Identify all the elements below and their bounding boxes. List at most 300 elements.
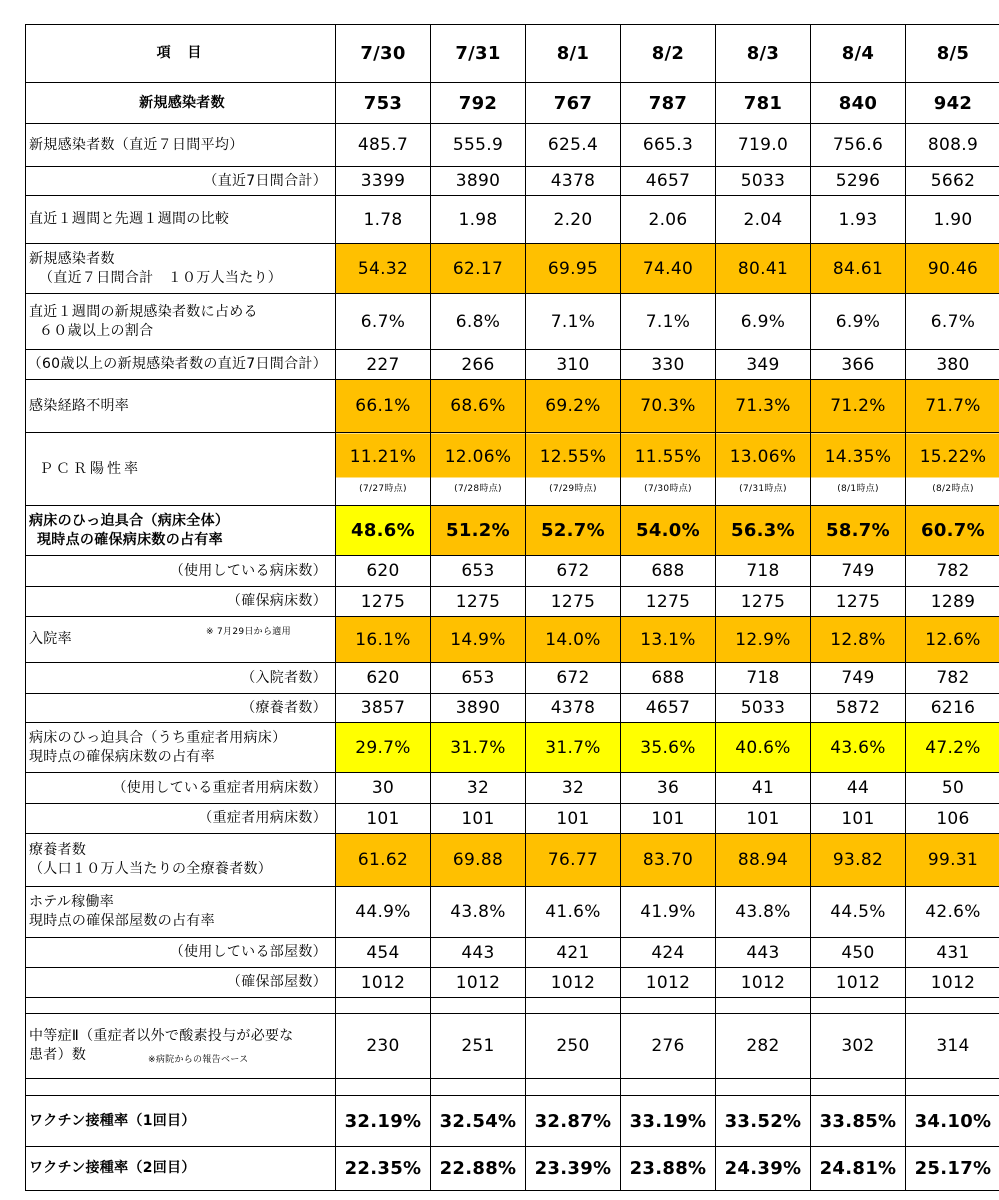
value-cell: 1012 — [526, 968, 621, 998]
pcr-asof: (8/2時点) — [932, 483, 974, 494]
value-cell: 366 — [811, 350, 906, 380]
value-cell: 71.2% — [811, 380, 906, 433]
value-cell: 31.7% — [526, 723, 621, 773]
value-cell: 6.8% — [431, 294, 526, 350]
date-header: 8/5 — [906, 25, 999, 83]
date-header: 7/31 — [431, 25, 526, 83]
row-label-text: 入院率 — [29, 631, 72, 647]
row-label-over60 — [26, 294, 336, 350]
table-row — [26, 294, 999, 350]
value-cell: 349 — [716, 350, 811, 380]
table-row — [26, 804, 999, 834]
date-header: 8/4 — [811, 25, 906, 83]
value-cell: 32 — [431, 773, 526, 804]
row-label-text: （確保病床数） — [226, 593, 327, 609]
value-cell: 1.98 — [431, 196, 526, 244]
value-cell: 14.0% — [526, 617, 621, 663]
value-cell: 33.19% — [621, 1096, 716, 1147]
value-cell: 227 — [336, 350, 431, 380]
spacer-cell — [336, 998, 431, 1014]
value-cell: 12.9% — [716, 617, 811, 663]
value-cell: 44 — [811, 773, 906, 804]
value-cell: 767 — [526, 83, 621, 124]
value-cell: 32.87% — [526, 1096, 621, 1147]
row-label-text: 直近１週間と先週１週間の比較 — [29, 211, 230, 227]
item-header: 項 目 — [26, 25, 336, 83]
pcr-value: 12.55% — [539, 446, 607, 467]
value-cell: 6.7% — [336, 294, 431, 350]
value-cell: 787 — [621, 83, 716, 124]
table-row — [26, 350, 999, 380]
value-cell: 47.2% — [906, 723, 999, 773]
value-cell: 380 — [906, 350, 999, 380]
value-cell: 71.3% — [716, 380, 811, 433]
value-cell: 653 — [431, 663, 526, 694]
value-cell: 1.78 — [336, 196, 431, 244]
value-cell: 30 — [336, 773, 431, 804]
value-cell: 782 — [906, 556, 999, 587]
value-cell: 6216 — [906, 694, 999, 723]
date-header: 8/2 — [621, 25, 716, 83]
pcr-asof: (7/28時点) — [454, 483, 502, 494]
row-label-unknown_route — [26, 380, 336, 433]
pcr-asof: (7/31時点) — [739, 483, 787, 494]
value-cell: 4657 — [621, 167, 716, 196]
value-cell: 13.1% — [621, 617, 716, 663]
value-cell: 1012 — [906, 968, 999, 998]
table-row — [26, 694, 999, 723]
value-cell: 5033 — [716, 167, 811, 196]
value-cell: 719.0 — [716, 124, 811, 167]
value-cell: 88.94 — [716, 834, 811, 887]
value-cell: 1012 — [621, 968, 716, 998]
spacer-row — [26, 998, 999, 1014]
value-cell: 688 — [621, 556, 716, 587]
table-row — [26, 380, 999, 433]
table-row — [26, 723, 999, 773]
value-cell: 443 — [716, 938, 811, 968]
value-cell: 101 — [336, 804, 431, 834]
row-label-severe_beds — [26, 804, 336, 834]
row-label-line1: 病床のひっ迫具合（うち重症者用病床） — [29, 729, 287, 746]
table-row — [26, 887, 999, 938]
value-cell: 302 — [811, 1014, 906, 1079]
value-cell: 84.61 — [811, 244, 906, 294]
value-cell: 16.1% — [336, 617, 431, 663]
row-label-over60sum — [26, 350, 336, 380]
table-row — [26, 1096, 999, 1147]
row-label-line1: 直近１週間の新規感染者数に占める — [29, 303, 258, 320]
value-cell: 32.54% — [431, 1096, 526, 1147]
table-row — [26, 938, 999, 968]
value-cell: 48.6% — [336, 506, 431, 556]
value-cell: 718 — [716, 556, 811, 587]
row-label-line2: 現時点の確保病床数の占有率 — [37, 531, 223, 548]
value-cell: 3857 — [336, 694, 431, 723]
value-cell: 7.1% — [526, 294, 621, 350]
row-label-hosp_rate — [26, 617, 336, 663]
value-cell: 942 — [906, 83, 999, 124]
value-cell: 756.6 — [811, 124, 906, 167]
row-label-sum7 — [26, 167, 336, 196]
row-label-patients_per100k — [26, 834, 336, 887]
date-header: 8/1 — [526, 25, 621, 83]
value-cell: 24.81% — [811, 1147, 906, 1191]
spacer-cell — [621, 998, 716, 1014]
table-row — [26, 167, 999, 196]
covid-stats-table — [25, 24, 999, 1191]
value-cell: 101 — [716, 804, 811, 834]
value-cell: 266 — [431, 350, 526, 380]
value-cell: 749 — [811, 556, 906, 587]
date-header: 7/30 — [336, 25, 431, 83]
value-cell: 61.62 — [336, 834, 431, 887]
row-label-rooms_used — [26, 938, 336, 968]
row-note: ※ 7月29日から適用 — [206, 627, 291, 637]
value-cell: 44.5% — [811, 887, 906, 938]
row-label-line2: ６０歳以上の割合 — [39, 322, 154, 339]
row-label-line2: 現時点の確保部屋数の占有率 — [29, 913, 215, 929]
value-cell: 1.90 — [906, 196, 999, 244]
value-cell: 314 — [906, 1014, 999, 1079]
spacer-cell — [526, 998, 621, 1014]
value-cell: 4378 — [526, 167, 621, 196]
row-label-text: 感染経路不明率 — [29, 397, 130, 414]
spacer-cell — [26, 1079, 336, 1096]
value-cell: 4378 — [526, 694, 621, 723]
value-cell: 424 — [621, 938, 716, 968]
row-label-text: 新規感染者数（直近７日間平均） — [29, 136, 244, 153]
row-label-text: ワクチン接種率（1回目） — [29, 1112, 196, 1129]
row-label-text: （使用している重症者用病床数） — [112, 779, 327, 796]
value-cell: 33.52% — [716, 1096, 811, 1147]
row-label-text: （使用している部屋数） — [169, 944, 327, 960]
value-cell: 106 — [906, 804, 999, 834]
value-cell: 58.7% — [811, 506, 906, 556]
spacer-cell — [716, 1079, 811, 1096]
value-cell: 672 — [526, 556, 621, 587]
row-label-rooms_secured — [26, 968, 336, 998]
spacer-cell — [906, 1079, 999, 1096]
value-cell: 2.06 — [621, 196, 716, 244]
table-row — [26, 834, 999, 887]
row-label-text: （使用している病床数） — [169, 562, 327, 579]
pcr-asof: (7/27時点) — [359, 483, 407, 494]
value-cell: 250 — [526, 1014, 621, 1079]
row-label-line2: （人口１０万人当たりの全療養者数） — [29, 861, 273, 877]
value-cell: 6.9% — [716, 294, 811, 350]
value-cell: 62.17 — [431, 244, 526, 294]
table-row — [26, 1014, 999, 1079]
value-cell: 620 — [336, 556, 431, 587]
row-label-line2: （直近７日間合計 １０万人当たり） — [39, 269, 283, 286]
value-cell: 12.6% — [906, 617, 999, 663]
spacer-cell — [26, 998, 336, 1014]
value-cell: 52.7% — [526, 506, 621, 556]
value-cell: 43.8% — [716, 887, 811, 938]
pcr-asof: (7/29時点) — [549, 483, 597, 494]
value-cell: 665.3 — [621, 124, 716, 167]
row-label-text: ワクチン接種率（2回目） — [29, 1160, 196, 1176]
pcr-value: 14.35% — [824, 446, 892, 467]
row-label-text: ＰＣＲ陽性率 — [39, 460, 141, 477]
value-cell: 101 — [811, 804, 906, 834]
spacer-cell — [811, 998, 906, 1014]
pcr-value: 15.22% — [919, 446, 987, 467]
value-cell: 24.39% — [716, 1147, 811, 1191]
table-row — [26, 1147, 999, 1191]
row-label-text: （60歳以上の新規感染者数の直近7日間合計） — [27, 356, 327, 372]
value-cell: 68.6% — [431, 380, 526, 433]
value-cell: 330 — [621, 350, 716, 380]
table-row — [26, 968, 999, 998]
value-cell: 5033 — [716, 694, 811, 723]
row-label-beds_used — [26, 556, 336, 587]
value-cell: 101 — [526, 804, 621, 834]
value-cell: 1289 — [906, 587, 999, 617]
value-cell: 1012 — [336, 968, 431, 998]
row-label-line2: 現時点の確保病床数の占有率 — [29, 748, 215, 765]
row-label-patients — [26, 694, 336, 723]
value-cell: 80.41 — [716, 244, 811, 294]
value-cell: 5296 — [811, 167, 906, 196]
value-cell: 14.9% — [431, 617, 526, 663]
value-cell: 421 — [526, 938, 621, 968]
spacer-cell — [431, 1079, 526, 1096]
value-cell: 450 — [811, 938, 906, 968]
value-cell: 840 — [811, 83, 906, 124]
value-cell: 101 — [431, 804, 526, 834]
value-cell: 749 — [811, 663, 906, 694]
value-cell: 5872 — [811, 694, 906, 723]
spacer-cell — [906, 998, 999, 1014]
value-cell: 1012 — [811, 968, 906, 998]
value-cell: 34.10% — [906, 1096, 999, 1147]
pcr-value: 12.06% — [444, 446, 512, 467]
value-cell: 51.2% — [431, 506, 526, 556]
row-label-text: （入院者数） — [241, 669, 327, 686]
row-label-inpatients — [26, 663, 336, 694]
value-cell: 22.88% — [431, 1147, 526, 1191]
value-cell: 41.9% — [621, 887, 716, 938]
row-label-pcr — [26, 433, 336, 506]
value-cell: 688 — [621, 663, 716, 694]
value-cell: 3399 — [336, 167, 431, 196]
value-cell: 6.9% — [811, 294, 906, 350]
value-cell: 653 — [431, 556, 526, 587]
pcr-asof: (7/30時点) — [644, 483, 692, 494]
value-cell: 1012 — [431, 968, 526, 998]
row-label-line1: 中等症Ⅱ（重症者以外で酸素投与が必要な — [29, 1028, 294, 1044]
row-label-text: （重症者用病床数） — [198, 810, 327, 826]
value-cell: 41.6% — [526, 887, 621, 938]
row-label-per100k — [26, 244, 336, 294]
value-cell: 43.8% — [431, 887, 526, 938]
row-note: ※病院からの報告ベース — [148, 1055, 249, 1065]
value-cell: 230 — [336, 1014, 431, 1079]
table-row — [26, 506, 999, 556]
table-row — [26, 196, 999, 244]
value-cell: 101 — [621, 804, 716, 834]
value-cell: 431 — [906, 938, 999, 968]
value-cell: 12.8% — [811, 617, 906, 663]
pcr-value: 11.21% — [349, 446, 417, 467]
row-label-line1: 新規感染者数 — [29, 250, 115, 267]
value-cell: 753 — [336, 83, 431, 124]
spacer-cell — [811, 1079, 906, 1096]
value-cell: 23.88% — [621, 1147, 716, 1191]
pcr-asof: (8/1時点) — [837, 483, 879, 494]
spacer-cell — [526, 1079, 621, 1096]
value-cell: 808.9 — [906, 124, 999, 167]
table-row — [26, 663, 999, 694]
row-label-new_cases — [26, 83, 336, 124]
spacer-cell — [716, 998, 811, 1014]
row-label-bed_occ — [26, 506, 336, 556]
value-cell: 1.93 — [811, 196, 906, 244]
table-row — [26, 244, 999, 294]
value-cell — [811, 433, 906, 506]
value-cell: 22.35% — [336, 1147, 431, 1191]
table-row — [26, 617, 999, 663]
row-label-line1: 病床のひっ迫具合（病床全体） — [29, 512, 230, 529]
row-label-text: 新規感染者数 — [139, 94, 225, 111]
value-cell: 3890 — [431, 167, 526, 196]
header-row — [26, 25, 999, 83]
value-cell: 44.9% — [336, 887, 431, 938]
value-cell — [431, 433, 526, 506]
value-cell: 782 — [906, 663, 999, 694]
row-label-vax1 — [26, 1096, 336, 1147]
value-cell: 25.17% — [906, 1147, 999, 1191]
value-cell: 33.85% — [811, 1096, 906, 1147]
value-cell: 50 — [906, 773, 999, 804]
value-cell: 555.9 — [431, 124, 526, 167]
value-cell: 672 — [526, 663, 621, 694]
row-label-text: （療養者数） — [241, 699, 327, 716]
value-cell — [621, 433, 716, 506]
row-label-vax2 — [26, 1147, 336, 1191]
value-cell: 23.39% — [526, 1147, 621, 1191]
row-label-avg7 — [26, 124, 336, 167]
value-cell: 276 — [621, 1014, 716, 1079]
spacer-cell — [621, 1079, 716, 1096]
value-cell: 718 — [716, 663, 811, 694]
row-label-ratio — [26, 196, 336, 244]
value-cell: 1275 — [811, 587, 906, 617]
value-cell: 43.6% — [811, 723, 906, 773]
value-cell: 2.04 — [716, 196, 811, 244]
value-cell: 1275 — [526, 587, 621, 617]
value-cell: 31.7% — [431, 723, 526, 773]
row-label-hotel — [26, 887, 336, 938]
value-cell: 90.46 — [906, 244, 999, 294]
value-cell: 251 — [431, 1014, 526, 1079]
value-cell: 625.4 — [526, 124, 621, 167]
value-cell: 1275 — [621, 587, 716, 617]
row-label-severe_occ — [26, 723, 336, 773]
row-label-line1: 療養者数 — [29, 842, 87, 858]
pcr-value: 13.06% — [729, 446, 797, 467]
row-label-beds_secured — [26, 587, 336, 617]
value-cell: 93.82 — [811, 834, 906, 887]
spacer-row — [26, 1079, 999, 1096]
value-cell: 66.1% — [336, 380, 431, 433]
value-cell: 70.3% — [621, 380, 716, 433]
value-cell: 99.31 — [906, 834, 999, 887]
value-cell: 40.6% — [716, 723, 811, 773]
value-cell: 6.7% — [906, 294, 999, 350]
spacer-cell — [336, 1079, 431, 1096]
value-cell: 1012 — [716, 968, 811, 998]
value-cell: 620 — [336, 663, 431, 694]
value-cell: 71.7% — [906, 380, 999, 433]
table-row — [26, 587, 999, 617]
table-row — [26, 556, 999, 587]
table-row — [26, 773, 999, 804]
table-row — [26, 83, 999, 124]
value-cell: 74.40 — [621, 244, 716, 294]
value-cell: 485.7 — [336, 124, 431, 167]
value-cell: 35.6% — [621, 723, 716, 773]
value-cell: 60.7% — [906, 506, 999, 556]
value-cell: 792 — [431, 83, 526, 124]
row-label-moderate2 — [26, 1014, 336, 1079]
value-cell: 29.7% — [336, 723, 431, 773]
value-cell: 56.3% — [716, 506, 811, 556]
value-cell: 32 — [526, 773, 621, 804]
table-row — [26, 124, 999, 167]
value-cell: 3890 — [431, 694, 526, 723]
value-cell: 41 — [716, 773, 811, 804]
value-cell: 54.0% — [621, 506, 716, 556]
value-cell: 69.88 — [431, 834, 526, 887]
value-cell — [716, 433, 811, 506]
value-cell: 310 — [526, 350, 621, 380]
row-label-severe_used — [26, 773, 336, 804]
value-cell: 4657 — [621, 694, 716, 723]
value-cell: 36 — [621, 773, 716, 804]
value-cell: 7.1% — [621, 294, 716, 350]
value-cell: 69.95 — [526, 244, 621, 294]
row-label-text: （確保部屋数） — [226, 974, 327, 990]
value-cell: 32.19% — [336, 1096, 431, 1147]
value-cell: 454 — [336, 938, 431, 968]
value-cell: 1275 — [716, 587, 811, 617]
row-label-line1: ホテル稼働率 — [29, 894, 115, 910]
table-row — [26, 433, 999, 506]
value-cell — [336, 433, 431, 506]
spacer-cell — [431, 998, 526, 1014]
value-cell: 1275 — [431, 587, 526, 617]
value-cell: 1275 — [336, 587, 431, 617]
value-cell: 54.32 — [336, 244, 431, 294]
value-cell: 5662 — [906, 167, 999, 196]
row-label-line2: 患者）数 — [29, 1047, 87, 1063]
value-cell: 282 — [716, 1014, 811, 1079]
pcr-value: 11.55% — [634, 446, 702, 467]
row-label-text: （直近7日間合計） — [203, 172, 327, 189]
date-header: 8/3 — [716, 25, 811, 83]
value-cell: 83.70 — [621, 834, 716, 887]
value-cell: 42.6% — [906, 887, 999, 938]
value-cell: 76.77 — [526, 834, 621, 887]
value-cell — [526, 433, 621, 506]
value-cell — [906, 433, 999, 506]
value-cell: 443 — [431, 938, 526, 968]
value-cell: 69.2% — [526, 380, 621, 433]
value-cell: 781 — [716, 83, 811, 124]
